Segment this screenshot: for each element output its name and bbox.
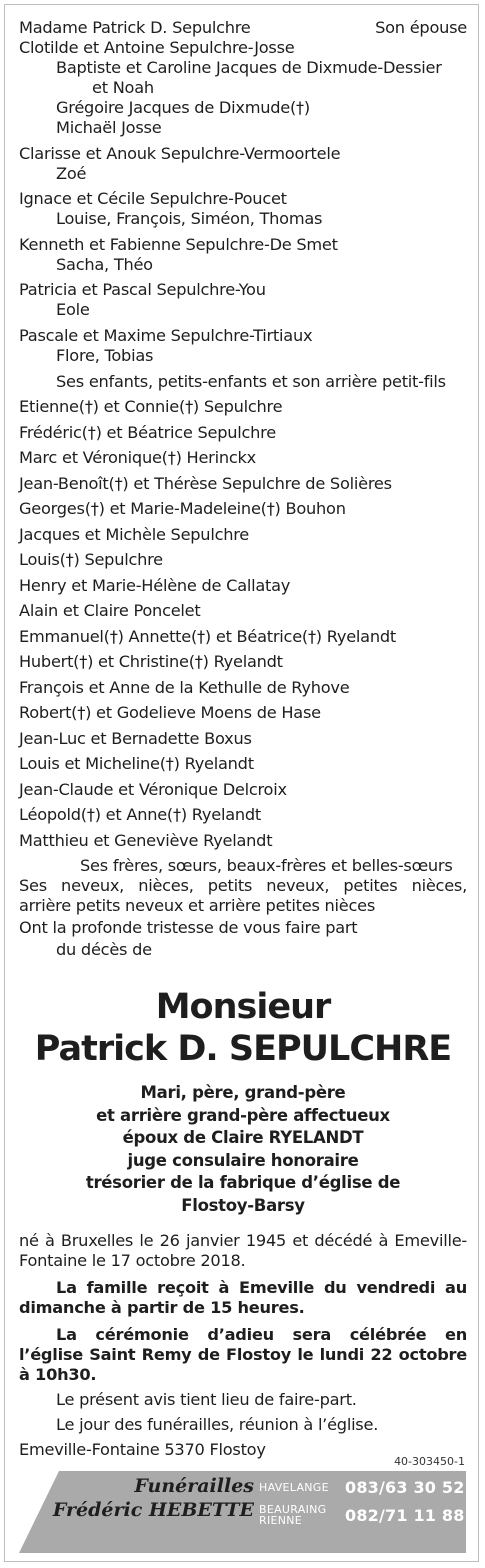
sibling-line: Louis(†) Sepulchre xyxy=(19,550,163,569)
sibling-line: Jean-Luc et Bernadette Boxus xyxy=(19,728,252,748)
quality-line: juge consulaire honoraire xyxy=(127,1150,359,1170)
spouse-relation: Son épouse xyxy=(375,18,467,37)
sibling-line: Jean-Claude et Véronique Delcroix xyxy=(19,779,287,799)
funeral-home-name xyxy=(29,1474,254,1522)
family-visit-info: La famille reçoit à Emeville du vendredi au dimanche à partir de 15 heures. xyxy=(19,1278,467,1317)
spouse-name: Madame Patrick D. Sepulchre xyxy=(19,18,251,37)
sibling-line: Léopold(†) et Anne(†) Ryelandt xyxy=(19,805,261,824)
contact-location-2: RIENNE xyxy=(259,1514,303,1527)
sibling-line: Etienne(†) et Connie(†) Sepulchre xyxy=(19,397,283,416)
announcement: Ont la profonde tristesse de vous faire part xyxy=(19,918,358,937)
family-line: Kenneth et Fabienne Sepulchre-De Smet xyxy=(19,234,338,254)
sibling-line: Robert(†) et Godelieve Moens de Hase xyxy=(19,703,321,722)
family-line: et Noah xyxy=(92,78,154,97)
sibling-line: Emmanuel(†) Annette(†) et Béatrice(†) Ryelandt xyxy=(19,626,396,646)
family-line: Zoé xyxy=(56,163,87,183)
birth-death-line: né à Bruxelles le 26 janvier 1945 et décédé à Emeville-Fontaine le 17 octobre 2018. xyxy=(19,1231,467,1270)
quality-line: Mari, père, grand-père xyxy=(140,1083,346,1102)
siblings-label: Ses frères, sœurs, beaux-frères et belles-sœurs xyxy=(80,856,453,875)
sibling-line: Marc et Véronique(†) Herinckx xyxy=(19,448,256,467)
quality-line: Flostoy-Barsy xyxy=(181,1195,305,1215)
family-line: Louise, François, Siméon, Thomas xyxy=(56,209,323,228)
family-line: Baptiste et Caroline Jacques de Dixmude-Dessier xyxy=(56,58,442,77)
sibling-line: Louis et Micheline(†) Ryelandt xyxy=(19,754,254,773)
quality-line: trésorier de la fabrique d’église de xyxy=(85,1173,401,1192)
family-line: Clarisse et Anouk Sepulchre-Vermoortele xyxy=(19,143,341,163)
family-line: Flore, Tobias xyxy=(56,345,154,365)
family-line: Clotilde et Antoine Sepulchre-Josse xyxy=(19,38,295,57)
sibling-line: Hubert(†) et Christine(†) Ryelandt xyxy=(19,652,283,671)
contact-row xyxy=(259,1499,469,1531)
contact-location xyxy=(259,1504,345,1526)
family-line: Patricia et Pascal Sepulchre-You xyxy=(19,280,266,299)
sibling-line: Frédéric(†) et Béatrice Sepulchre xyxy=(19,422,276,442)
reference-number: 40-303450-1 xyxy=(394,1455,465,1468)
contact-location: HAVELANGE xyxy=(259,1480,329,1494)
reunion-line: Le jour des funérailles, réunion à l’église. xyxy=(56,1415,379,1434)
announcement-2: du décès de xyxy=(56,940,152,959)
sibling-line: Georges(†) et Marie-Madeleine(†) Bouhon xyxy=(19,499,346,518)
deceased-title: Monsieur xyxy=(155,987,331,1027)
quality-line: et arrière grand-père affectueux xyxy=(96,1105,390,1125)
contact-phone: 082/71 11 88 xyxy=(345,1505,465,1525)
siblings-list xyxy=(19,397,467,851)
contact-phone: 083/63 30 52 xyxy=(345,1477,465,1497)
family-line: Michaël Josse xyxy=(56,118,162,137)
children-label: Ses enfants, petits-enfants et son arrière petit-fils xyxy=(56,371,446,391)
funeral-home-line2: Frédéric HEBETTE xyxy=(52,1499,254,1521)
quality-line: époux de Claire RYELANDT xyxy=(122,1128,364,1147)
spouse-line xyxy=(19,18,467,38)
family-line: Grégoire Jacques de Dixmude(†) xyxy=(56,98,310,117)
notice-line: Le présent avis tient lieu de faire-part. xyxy=(56,1390,357,1409)
ceremony-info: La cérémonie d’adieu sera célébrée en l’église Saint Remy de Flostoy le lundi 22 octobre à 10h30. xyxy=(19,1325,467,1384)
sibling-line: Matthieu et Geneviève Ryelandt xyxy=(19,830,273,850)
funeral-home-line1: Funérailles xyxy=(134,1475,254,1497)
sibling-line: Jacques et Michèle Sepulchre xyxy=(19,524,249,544)
sibling-line: François et Anne de la Kethulle de Ryhove xyxy=(19,677,350,697)
nephews-line: Ses neveux, nièces, petits neveux, petites nièces, arrière petits neveux et arrière petites nièces xyxy=(19,876,467,915)
contact-row xyxy=(259,1475,469,1499)
funeral-home-banner xyxy=(19,1471,466,1553)
obituary-text xyxy=(19,18,467,1460)
sibling-line: Henry et Marie-Hélène de Callatay xyxy=(19,575,291,595)
contact-location-1: BEAURAING xyxy=(259,1503,327,1516)
sibling-line: Jean-Benoît(†) et Thérèse Sepulchre de Solières xyxy=(19,473,392,493)
family-line: Ignace et Cécile Sepulchre-Poucet xyxy=(19,189,287,208)
family-line: Eole xyxy=(56,300,90,319)
funeral-home-contacts xyxy=(259,1475,469,1531)
family-line: Sacha, Théo xyxy=(56,254,153,274)
sibling-line: Alain et Claire Poncelet xyxy=(19,601,201,620)
deceased-name: Patrick D. SEPULCHRE xyxy=(34,1029,452,1069)
family-line: Pascale et Maxime Sepulchre-Tirtiaux xyxy=(19,325,313,345)
deceased-qualities xyxy=(19,1082,467,1217)
address-line: Emeville-Fontaine 5370 Flostoy xyxy=(19,1440,266,1459)
